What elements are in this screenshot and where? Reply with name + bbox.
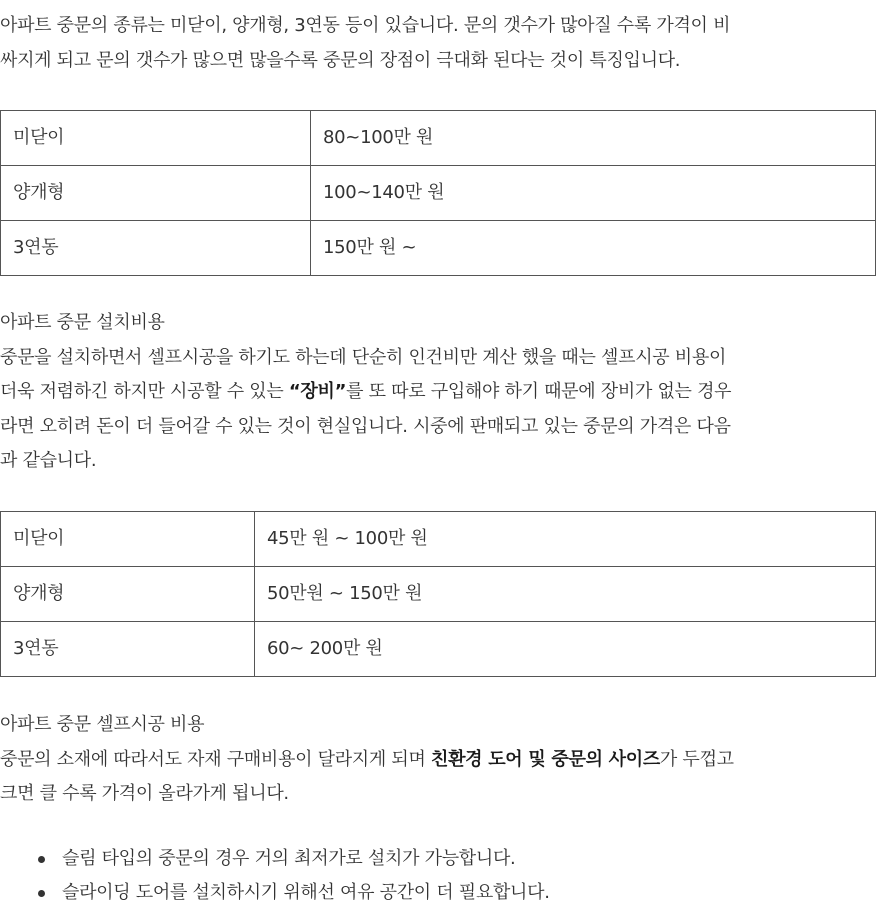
price-cell: 80~100만 원 bbox=[311, 111, 876, 166]
list-item: 슬림 타입의 중문의 경우 거의 최저가로 설치가 가능합니다. bbox=[62, 842, 550, 876]
door-type-cell: 3연동 bbox=[1, 622, 255, 677]
text-segment: 가 두껍고 bbox=[659, 748, 734, 770]
section-heading: 아파트 중문 셀프시공 비용 bbox=[0, 714, 205, 735]
price-cell: 60~ 200만 원 bbox=[255, 622, 876, 677]
installation-cost-section bbox=[0, 306, 888, 479]
bold-text: “장비” bbox=[288, 381, 347, 402]
text-segment: 더욱 저렴하긴 하지만 시공할 수 있는 bbox=[0, 381, 289, 402]
intro-line: 싸지게 되고 문의 갯수가 많으면 많을수록 중문의 장점이 극대화 된다는 것이 특징입니다. bbox=[0, 49, 681, 71]
text-segment: 를 또 따로 구입해야 하기 때문에 장비가 없는 경우 bbox=[346, 381, 732, 402]
bold-text: 친환경 도어 및 중문의 사이즈 bbox=[430, 748, 660, 770]
paragraph-line: 라면 오히려 돈이 더 들어갈 수 있는 것이 현실입니다. 시중에 판매되고 있는 중문의 가격은 다음 bbox=[0, 415, 731, 437]
price-cell: 150만 원 ~ bbox=[311, 221, 876, 276]
paragraph-line: 중문을 설치하면서 셀프시공을 하기도 하는데 단순히 인건비만 계산 했을 때는 셀프시공 비용이 bbox=[0, 346, 727, 368]
table-row bbox=[1, 166, 876, 221]
door-type-cell: 미닫이 bbox=[1, 111, 311, 166]
table-row bbox=[1, 221, 876, 276]
price-cell: 100~140만 원 bbox=[311, 166, 876, 221]
price-cell: 50만원 ~ 150만 원 bbox=[255, 567, 876, 622]
text-segment: 중문의 소재에 따라서도 자재 구매비용이 달라지게 되며 bbox=[0, 748, 431, 770]
paragraph-line bbox=[0, 375, 888, 410]
paragraph-line: 크면 클 수록 가격이 올라가게 됩니다. bbox=[0, 783, 289, 804]
door-type-cell: 양개형 bbox=[1, 567, 255, 622]
door-type-price-table bbox=[0, 110, 876, 276]
paragraph-line: 과 같습니다. bbox=[0, 450, 97, 471]
table-row bbox=[1, 512, 876, 567]
table-row bbox=[1, 111, 876, 166]
section-heading: 아파트 중문 설치비용 bbox=[0, 312, 165, 333]
table-row bbox=[1, 567, 876, 622]
door-type-cell: 3연동 bbox=[1, 221, 311, 276]
list-item: 슬라이딩 도어를 설치하시기 위해선 여유 공간이 더 필요합니다. bbox=[62, 876, 550, 910]
intro-line: 아파트 중문의 종류는 미닫이, 양개형, 3연동 등이 있습니다. 문의 갯수가 많아질 수록 가격이 비 bbox=[0, 15, 731, 36]
door-type-cell: 양개형 bbox=[1, 166, 311, 221]
door-type-cell: 미닫이 bbox=[1, 512, 255, 567]
market-price-table bbox=[0, 511, 876, 677]
tips-list bbox=[0, 842, 550, 910]
price-cell: 45만 원 ~ 100만 원 bbox=[255, 512, 876, 567]
table-row bbox=[1, 622, 876, 677]
paragraph-line bbox=[0, 743, 888, 778]
intro-paragraph bbox=[0, 9, 888, 78]
self-installation-cost-section bbox=[0, 708, 888, 812]
